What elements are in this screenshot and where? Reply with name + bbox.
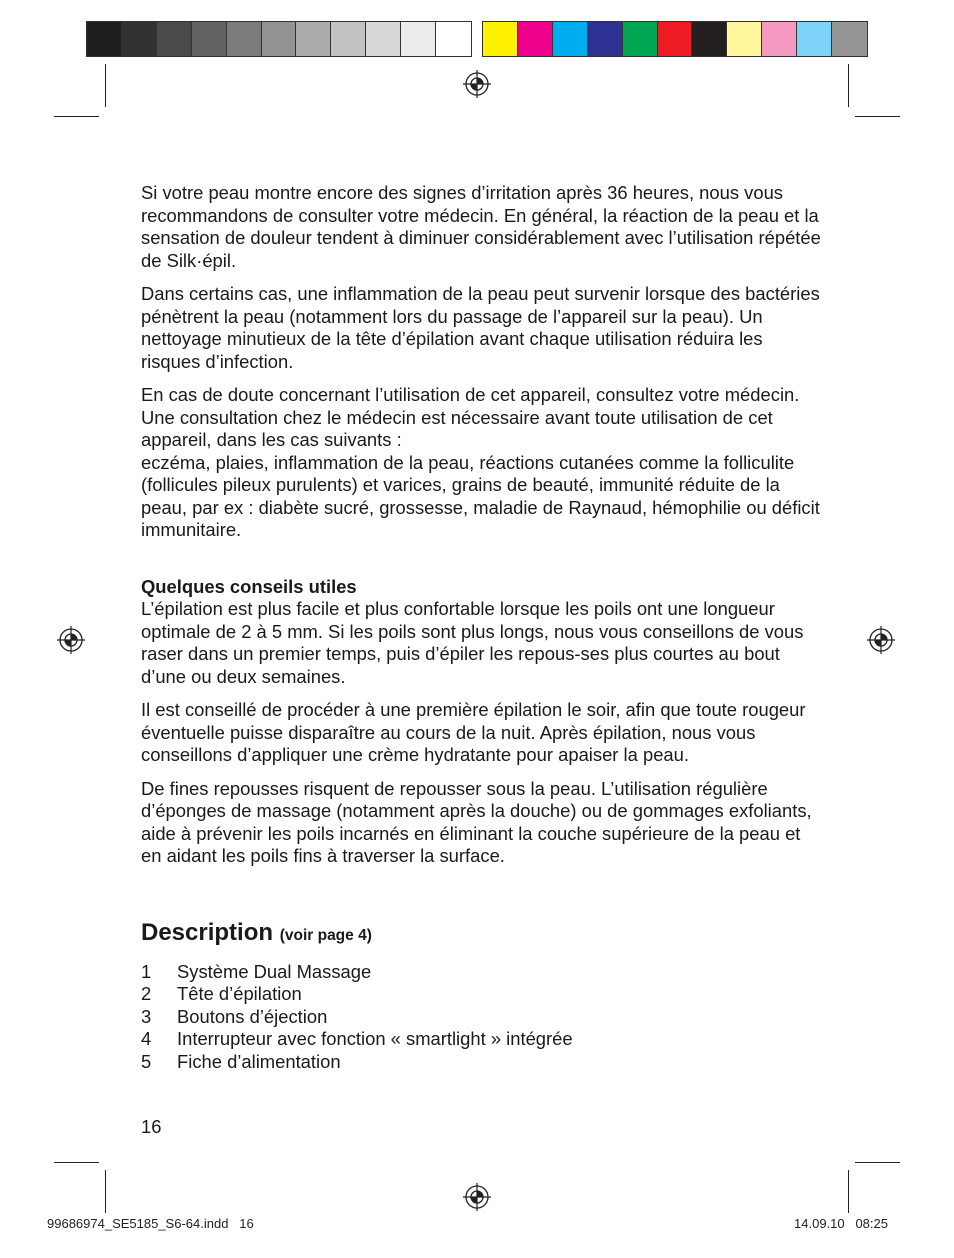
gray-swatch <box>157 22 192 56</box>
registration-mark-icon <box>56 625 86 655</box>
paragraph <box>141 384 821 542</box>
item-number: 3 <box>141 1005 152 1027</box>
list-item <box>141 1006 821 1029</box>
color-swatch <box>658 22 693 56</box>
item-number: 5 <box>141 1050 152 1072</box>
page-content <box>141 182 821 1073</box>
item-number: 1 <box>141 960 152 982</box>
color-swatch <box>553 22 588 56</box>
color-swatch <box>623 22 658 56</box>
list-item <box>141 1028 821 1051</box>
tips-heading: Quelques conseils utiles <box>141 575 357 597</box>
list-item <box>141 1051 821 1074</box>
gray-swatch <box>262 22 297 56</box>
registration-mark-icon <box>866 625 896 655</box>
section-title <box>141 919 821 950</box>
gray-swatch <box>366 22 401 56</box>
gray-swatch <box>331 22 366 56</box>
gray-scale-bar <box>86 21 472 57</box>
gray-swatch <box>227 22 262 56</box>
paragraph: Dans certains cas, une inflammation de la peau peut survenir lorsque des bactéries pénètrent la peau (notamment lors du passage de l’appareil sur la peau). Un nettoyage minutieux de la tête d’épilation avant chaque utilisation réduira les risques d’infection. <box>141 283 820 372</box>
crop-mark <box>54 116 99 117</box>
page-number: 16 <box>141 1116 162 1137</box>
crop-mark <box>848 1170 849 1213</box>
date-slug: 14.09.10 08:25 <box>794 1216 888 1231</box>
paragraph: Il est conseillé de procéder à une première épilation le soir, afin que toute rougeur éventuelle puisse disparaître au cours de la nuit. Après épilation, nous vous conseillons d’appliquer une crème hydratante pour apaiser la peau. <box>141 699 806 765</box>
registration-mark-icon <box>462 1182 492 1212</box>
gray-swatch <box>401 22 436 56</box>
file-slug: 99686974_SE5185_S6-64.indd 16 <box>47 1216 254 1231</box>
item-number: 2 <box>141 983 152 1004</box>
list-item <box>141 983 821 1006</box>
item-label: Système Dual Massage <box>177 960 372 982</box>
gray-swatch <box>87 22 122 56</box>
section-title-text: Description <box>141 918 274 946</box>
tips-paragraph <box>141 576 821 689</box>
crop-mark <box>54 1162 99 1163</box>
crop-mark <box>855 1162 900 1163</box>
process-color-bar <box>482 21 868 57</box>
color-swatch <box>588 22 623 56</box>
item-label: Fiche d’alimentation <box>177 1050 341 1072</box>
conditions-list: eczéma, plaies, inflammation de la peau, réactions cutanées comme la folliculite (follicules pileux purulents) et varices, grains de beauté, immunité réduite de la peau, par ex : diabète sucré, grossesse, maladie de Raynaud, hémophilie ou déficit immunitaire. <box>141 451 820 540</box>
color-swatch <box>797 22 832 56</box>
paragraph: De fines repousses risquent de repousser sous la peau. L’utilisation régulière d’éponges de massage (notamment après la douche) ou de gommages exfoliants, aide à prévenir les poils incarnés en éliminant la couche supérieure de la peau et en aidant les poils fins à traverser la surface. <box>141 777 812 866</box>
item-label: Tête d’épilation <box>177 983 302 1004</box>
color-swatch <box>762 22 797 56</box>
item-label: Boutons d’éjection <box>177 1005 328 1027</box>
paragraph-intro: En cas de doute concernant l’utilisation de cet appareil, consultez votre médecin. Une consultation chez le médecin est nécessaire avant toute utilisation de cet appareil, dans les cas suivants : <box>141 384 800 450</box>
color-swatch <box>692 22 727 56</box>
color-swatch <box>727 22 762 56</box>
crop-mark <box>848 64 849 107</box>
crop-mark <box>855 116 900 117</box>
crop-mark <box>105 64 106 107</box>
item-label: Interrupteur avec fonction « smartlight » intégrée <box>177 1028 573 1049</box>
parts-list <box>141 961 821 1074</box>
registration-mark-icon <box>462 69 492 99</box>
gray-swatch <box>122 22 157 56</box>
color-swatch <box>518 22 553 56</box>
color-swatch <box>483 22 518 56</box>
color-swatch <box>832 22 867 56</box>
paragraph: Si votre peau montre encore des signes d’irritation après 36 heures, nous vous recommandons de consulter votre médecin. En général, la réaction de la peau et la sensation de douleur tendent à diminuer considérablement avec l’utilisation répétée de Silk·épil. <box>141 182 821 271</box>
tip-text: L’épilation est plus facile et plus confortable lorsque les poils ont une longueur optimale de 2 à 5 mm. Si les poils sont plus longs, nous vous conseillons de vous raser dans un premier temps, puis d’épiler les repous-ses plus courtes au bout d’une ou deux semaines. <box>141 598 804 687</box>
gray-swatch <box>436 22 471 56</box>
crop-mark <box>105 1170 106 1213</box>
list-item <box>141 961 821 984</box>
item-number: 4 <box>141 1028 152 1049</box>
gray-swatch <box>296 22 331 56</box>
gray-swatch <box>192 22 227 56</box>
page-reference: (voir page 4) <box>279 926 372 944</box>
